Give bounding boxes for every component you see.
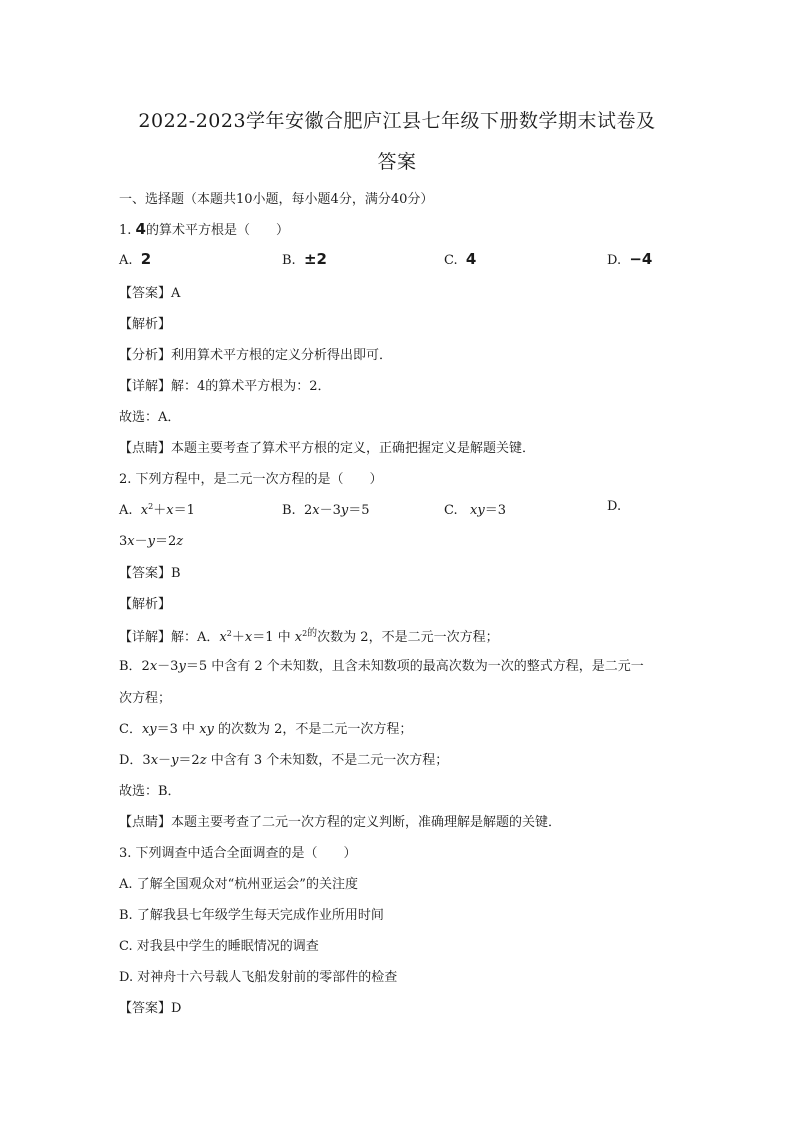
detail-text: －3 xyxy=(157,659,179,674)
operator: ＋ xyxy=(153,503,167,518)
equation-rest: ＝2 xyxy=(155,534,177,549)
equation-rest: ＝3 xyxy=(484,503,506,518)
variable: xy xyxy=(141,722,157,737)
exponent: 2 xyxy=(226,629,232,638)
variable: x xyxy=(149,659,158,674)
detail-text: ＝5 中含有 2 个未知数，且含未知数项的最高次数为一次的整式方程，是二元一 xyxy=(185,659,644,674)
math-expression: 4 xyxy=(135,220,146,238)
variable: z xyxy=(199,753,207,768)
option-label: C. xyxy=(444,253,458,268)
detail-text: ＝1 中 xyxy=(252,630,295,645)
coefficient: 3 xyxy=(119,534,128,549)
variable: x xyxy=(244,630,253,645)
option-value: ±2 xyxy=(303,250,327,268)
question-2-option-a xyxy=(119,499,195,518)
question-2-stem: 2. 下列方程中，是二元一次方程的是（ ） xyxy=(119,472,383,487)
question-2-detail-b-continued: 次方程； xyxy=(119,691,172,706)
equation-rest: ＝5 xyxy=(348,503,370,518)
variable: x xyxy=(219,630,227,645)
option-label: C. xyxy=(444,503,458,518)
question-1-option-d xyxy=(607,250,652,268)
variable: xy xyxy=(470,503,485,518)
option-label: D. xyxy=(607,253,622,268)
operator: － xyxy=(158,753,172,768)
question-2-option-c xyxy=(444,499,506,518)
question-2-detail-b xyxy=(119,655,644,674)
question-1-option-b xyxy=(282,250,327,268)
option-value: −4 xyxy=(629,250,653,268)
question-1-stem xyxy=(119,219,289,238)
variable: x xyxy=(127,534,135,549)
option-label: D. xyxy=(607,499,622,514)
option-label: A. xyxy=(119,503,133,518)
question-1-answer: 【答案】A xyxy=(119,286,181,301)
document-title-continued: 答案 xyxy=(377,151,417,173)
detail-text: ＝3 中 xyxy=(156,722,200,737)
detail-text: 次数为 2，不是二元一次方程； xyxy=(317,630,499,645)
detail-text: B．2 xyxy=(119,659,150,674)
question-number: 1. xyxy=(119,223,132,238)
question-3-stem: 3. 下列调查中适合全面调查的是（ ） xyxy=(119,846,357,861)
option-value: 4 xyxy=(465,250,477,268)
question-1-analysis: 【分析】利用算术平方根的定义分析得出即可． xyxy=(119,348,393,363)
document-title: 2022-2023学年安徽合肥庐江县七年级下册数学期末试卷及 xyxy=(138,110,656,132)
variable: x xyxy=(166,503,174,518)
question-2-option-d xyxy=(607,499,621,514)
question-2-detail-c xyxy=(119,718,412,737)
question-2-detail-a xyxy=(119,624,499,645)
question-2-option-d-content xyxy=(119,530,183,549)
detail-text: ＝2 xyxy=(178,753,200,768)
detail-text: 【详解】解：A． xyxy=(119,630,220,645)
operator: ＋ xyxy=(231,630,245,645)
variable: x xyxy=(150,753,159,768)
variable: y xyxy=(340,503,349,518)
question-3-option-d: D. 对神舟十六号载人飞船发射前的零部件的检查 xyxy=(119,970,398,985)
question-2-detail-d xyxy=(119,749,448,768)
operator: －3 xyxy=(319,503,341,518)
question-1-comment: 【点睛】本题主要考查了算术平方根的定义，正确把握定义是解题关键． xyxy=(119,441,536,456)
question-1-detail: 【详解】解：4的算术平方根为：2． xyxy=(119,379,331,394)
detail-text: 中含有 3 个未知数，不是二元一次方程； xyxy=(206,753,449,768)
variable: xy xyxy=(199,722,214,737)
variable: y xyxy=(147,534,155,549)
question-2-comment: 【点睛】本题主要考查了二元一次方程的定义判断，准确理解是解题的关键． xyxy=(119,815,562,830)
variable: y xyxy=(178,659,186,674)
option-value: 2 xyxy=(140,250,152,268)
variable: x xyxy=(294,630,303,645)
question-1-analysis-tag: 【解析】 xyxy=(119,317,172,332)
question-1-option-a xyxy=(119,250,151,268)
question-2-choice: 故选：B． xyxy=(119,784,181,799)
equation-rest: ＝1 xyxy=(173,503,195,518)
variable: x xyxy=(140,503,149,518)
question-2-option-b xyxy=(282,499,370,518)
question-3-option-b: B. 了解我县七年级学生每天完成作业所用时间 xyxy=(119,908,384,923)
detail-text: C． xyxy=(119,722,142,737)
variable: z xyxy=(176,534,184,549)
question-3-answer: 【答案】D xyxy=(119,1001,182,1016)
question-3-option-c: C. 对我县中学生的睡眠情况的调查 xyxy=(119,939,319,954)
question-1-choice: 故选：A． xyxy=(119,410,181,425)
variable: x xyxy=(312,503,320,518)
detail-text: 的次数为 2，不是二元一次方程； xyxy=(213,722,413,737)
question-text: 的算术平方根是（ ） xyxy=(145,223,289,238)
section-heading: 一、选择题（本题共10小题，每小题4分，满分40分） xyxy=(119,192,434,207)
operator: － xyxy=(134,534,148,549)
question-1-option-c xyxy=(444,250,476,268)
exponent: 2 xyxy=(148,502,154,511)
detail-text: 的 xyxy=(307,628,318,639)
option-label: B. xyxy=(282,503,296,518)
question-3-option-a: A. 了解全国观众对“杭州亚运会”的关注度 xyxy=(119,877,358,892)
exponent: 2 xyxy=(302,629,308,638)
question-2-analysis-tag: 【解析】 xyxy=(119,597,172,612)
option-label: B. xyxy=(282,253,296,268)
variable: y xyxy=(171,753,179,768)
coefficient: 2 xyxy=(303,503,313,518)
question-2-answer: 【答案】B xyxy=(119,566,181,581)
detail-text: D．3 xyxy=(119,753,151,768)
option-label: A. xyxy=(119,253,133,268)
